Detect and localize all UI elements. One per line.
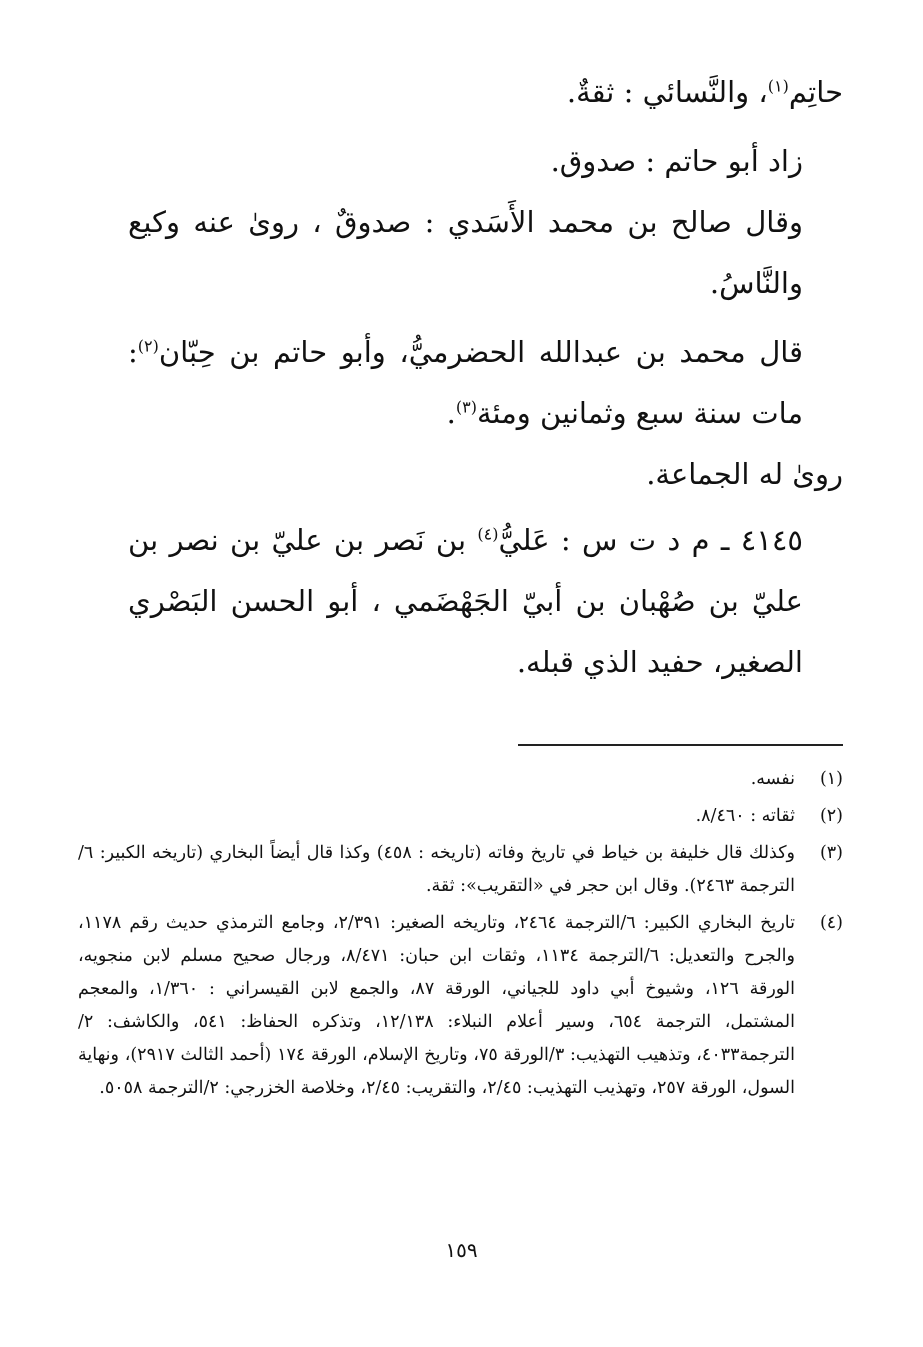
entry-heading: ٤١٤٥ ـ م د ت س : عَليُّ <box>498 523 803 557</box>
footnote-text: ثقاته : ٨/٤٦٠. <box>695 806 795 826</box>
paragraph-1-rest: ، والنَّسائي : ثقةٌ. <box>566 75 768 109</box>
footnotes <box>78 763 843 1109</box>
footnote-item <box>78 800 843 833</box>
footnote-item <box>78 837 843 903</box>
paragraph-1-text: حاتِم <box>788 75 843 109</box>
footnote-item <box>78 907 843 1105</box>
page-number: ١٥٩ <box>445 1238 478 1262</box>
paragraph-2: زاد أبو حاتم : صدوق. <box>550 144 803 178</box>
footnote-ref-4: (٤) <box>477 524 499 544</box>
footnote-number: (١) <box>819 769 843 789</box>
biography-entry <box>128 510 843 693</box>
footnote-number: (٢) <box>819 806 843 826</box>
paragraph-3: وقال صالح بن محمد الأَسَدي : صدوقٌ ، روىٰ عنه وكيع والنَّاسُ. <box>128 205 803 300</box>
paragraph-4-rest: : مات سنة سبع وثمانين ومئة <box>128 335 803 430</box>
entry-paragraph <box>128 510 843 693</box>
entry-text: بن نَصر بن عليّ بن نصر بن عليّ بن صُهْبان بن أبيّ الجَهْضَمي ، أبو الحسن البَصْري الصغير، حفيد الذي قبله. <box>128 523 803 679</box>
footnote-text: تاريخ البخاري الكبير: ٦/الترجمة ٢٤٦٤، وتاريخه الصغير: ٢/٣٩١، وجامع الترمذي حديث رقم ١١٧٨، والجرح والتعديل: ٦/الترجمة ١١٣٤، وثقات ابن حبان: ٨/٤٧١، ورجال صحيح مسلم لابن منجويه، الورقة ١٢٦، وشيوخ أبي داود للجياني، الورقة ٨٧، والجمع لابن القيسراني : ١/٣٦٠، والمعجم المشتمل، الترجمة ٦٥٤، وسير أعلام النبلاء: ١٢/١٣٨، وتذكره الحفاظ: ٥٤١، والكاشف: ٢/الترجمة٤٠٣٣، وتذهيب التهذيب: ٣/الورقة ٧٥، وتاريخ الإسلام، الورقة ١٧٤ (أحمد الثالث ٢٩١٧)، ونهاية السول، الورقة ٢٥٧، وتهذيب التهذيب: ٢/٤٥، والتقريب: ٢/٤٥، وخلاصة الخزرجي: ٢/الترجمة ٥٠٥٨. <box>78 913 796 1098</box>
footnote-text: وكذلك قال خليفة بن خياط في تاريخ وفاته (تاريخه : ٤٥٨) وكذا قال أيضاً البخاري (تاريخه الكبير: ٦/الترجمة ٢٤٦٣). وقال ابن حجر في «التقريب»: ثقة. <box>78 843 795 896</box>
footnote-text: نفسه. <box>750 769 795 789</box>
paragraph-4 <box>128 322 843 444</box>
paragraph-1 <box>128 62 843 123</box>
footnote-ref-1: (١) <box>767 76 789 96</box>
footnote-ref-2: (٢) <box>137 336 159 356</box>
paragraph-5: روىٰ له الجماعة. <box>646 457 843 491</box>
footnote-number: (٤) <box>819 913 843 933</box>
footnote-divider <box>518 744 843 746</box>
paragraph-4-end: . <box>446 396 456 430</box>
main-text <box>128 62 843 505</box>
footnote-item <box>78 763 843 796</box>
paragraph-4-text: قال محمد بن عبدالله الحضرميُّ، وأبو حاتم بن حِبّان <box>158 335 803 369</box>
footnote-ref-3: (٣) <box>455 397 477 417</box>
footnote-number: (٣) <box>819 843 843 863</box>
